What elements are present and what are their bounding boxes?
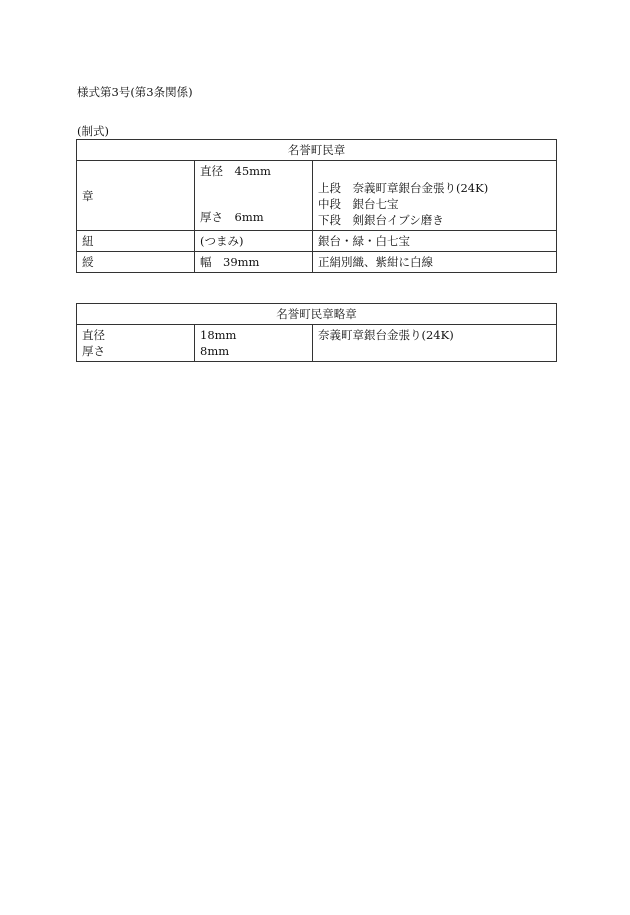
miniature-values-cell <box>195 325 313 362</box>
table-row-miniature <box>77 325 557 362</box>
table-title-row <box>77 304 557 325</box>
table-title-row <box>77 140 557 161</box>
badge-tier-upper: 上段 奈義町章銀台金張り(24K) <box>318 181 489 195</box>
cord-spec: (つまみ) <box>195 231 313 252</box>
badge-diameter: 直径 45mm <box>200 164 271 178</box>
table-title: 名誉町民章 <box>77 140 557 161</box>
miniature-thickness-value: 8mm <box>200 344 230 358</box>
miniature-diameter-value: 18mm <box>200 328 237 342</box>
miniature-labels-cell <box>77 325 195 362</box>
miniature-label-diameter: 直径 <box>82 328 105 342</box>
badge-dimensions-cell <box>195 161 313 231</box>
row-label-cord: 紐 <box>77 231 195 252</box>
cell-spacer <box>200 179 307 209</box>
cell-spacer <box>318 163 551 180</box>
table-row-cord <box>77 231 557 252</box>
form-label: (制式) <box>77 124 109 138</box>
cord-detail: 銀台・緑・白七宝 <box>313 231 557 252</box>
page-heading: 様式第3号(第3条関係) <box>77 85 193 99</box>
honorary-miniature-badge-table <box>76 303 557 362</box>
ribbon-detail: 正絹別織、紫紺に白線 <box>313 252 557 273</box>
badge-thickness: 厚さ 6mm <box>200 210 264 224</box>
row-label-ribbon: 綬 <box>77 252 195 273</box>
badge-tier-lower: 下段 剣銀台イブシ磨き <box>318 213 444 227</box>
honorary-badge-table <box>76 139 557 273</box>
row-label-badge: 章 <box>77 161 195 231</box>
miniature-label-thickness: 厚さ <box>82 344 105 358</box>
badge-tier-middle: 中段 銀台七宝 <box>318 197 399 211</box>
table-title: 名誉町民章略章 <box>77 304 557 325</box>
miniature-detail: 奈義町章銀台金張り(24K) <box>313 325 557 362</box>
table-row-badge <box>77 161 557 231</box>
table-row-ribbon <box>77 252 557 273</box>
badge-tiers-cell <box>313 161 557 231</box>
ribbon-spec: 幅 39mm <box>195 252 313 273</box>
